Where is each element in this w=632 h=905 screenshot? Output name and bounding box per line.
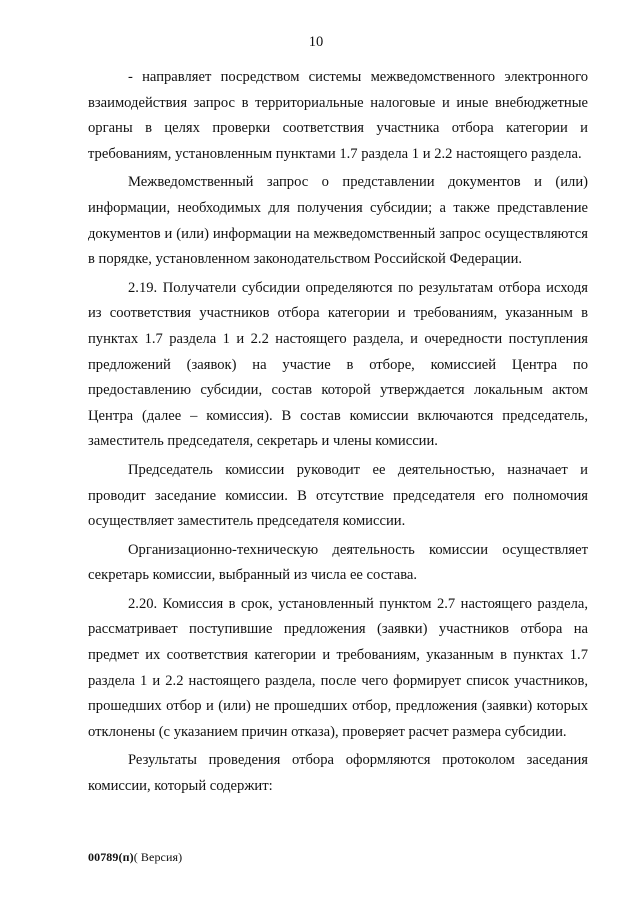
paragraph-secretary: Организационно-техническую деятельность комиссии осуществляет секретарь комиссии, выбранный из числа ее состава. <box>88 541 588 584</box>
footer-version-label: ( Версия) <box>133 850 183 864</box>
paragraph-2-20: 2.20. Комиссия в срок, установленный пунктом 2.7 настоящего раздела, рассматривает поступившие предложения (заявки) участников отбора на предмет их соответствия категории и требованиям, указанным в пунктах 1.7 раздела 1 и 2.2 настоящего раздела, после чего формирует список участников, прошедших отбор и (или) не прошедших отбор, предложения (заявки) которых отклонены (с указанием причин отказа), проверяет расчет размера субсидии. <box>88 595 588 740</box>
footer <box>88 850 182 865</box>
paragraph-interagency-request: Межведомственный запрос о представлении документов и (или) информации, необходимых для получения субсидии; а также представление документов и (или) информации на межведомственный запрос осуществляются в порядке, установленном законодательством Российской Федерации. <box>88 174 588 268</box>
page-number: 10 <box>308 34 324 50</box>
footer-document-code: 00789(п) <box>88 850 134 864</box>
paragraph-results: Результаты проведения отбора оформляются протоколом заседания комиссии, который содержит: <box>88 752 588 795</box>
document-body <box>88 65 588 803</box>
paragraph-request: - направляет посредством системы межведомственного электронного взаимодействия запрос в территориальные налоговые и иные внебюджетные органы в целях проверки соответствия участника отбора категории и требованиям, установленным пунктами 1.7 раздела 1 и 2.2 настоящего раздела. <box>88 69 588 162</box>
paragraph-2-19: 2.19. Получатели субсидии определяются по результатам отбора исходя из соответствия участников отбора категории и требованиям, указанным в пунктах 1.7 раздела 1 и 2.2 настоящего раздела, и очередности поступления предложений (заявок) на участие в отборе, комиссией Центра по предоставлению субсидии, состав которой утверждается локальным актом Центра (далее – комиссия). В состав комиссии включаются председатель, заместитель председателя, секретарь и члены комиссии. <box>88 279 588 450</box>
paragraph-chairman: Председатель комиссии руководит ее деятельностью, назначает и проводит заседание комиссии. В отсутствие председателя его полномочия осуществляет заместитель председателя комиссии. <box>88 461 588 530</box>
